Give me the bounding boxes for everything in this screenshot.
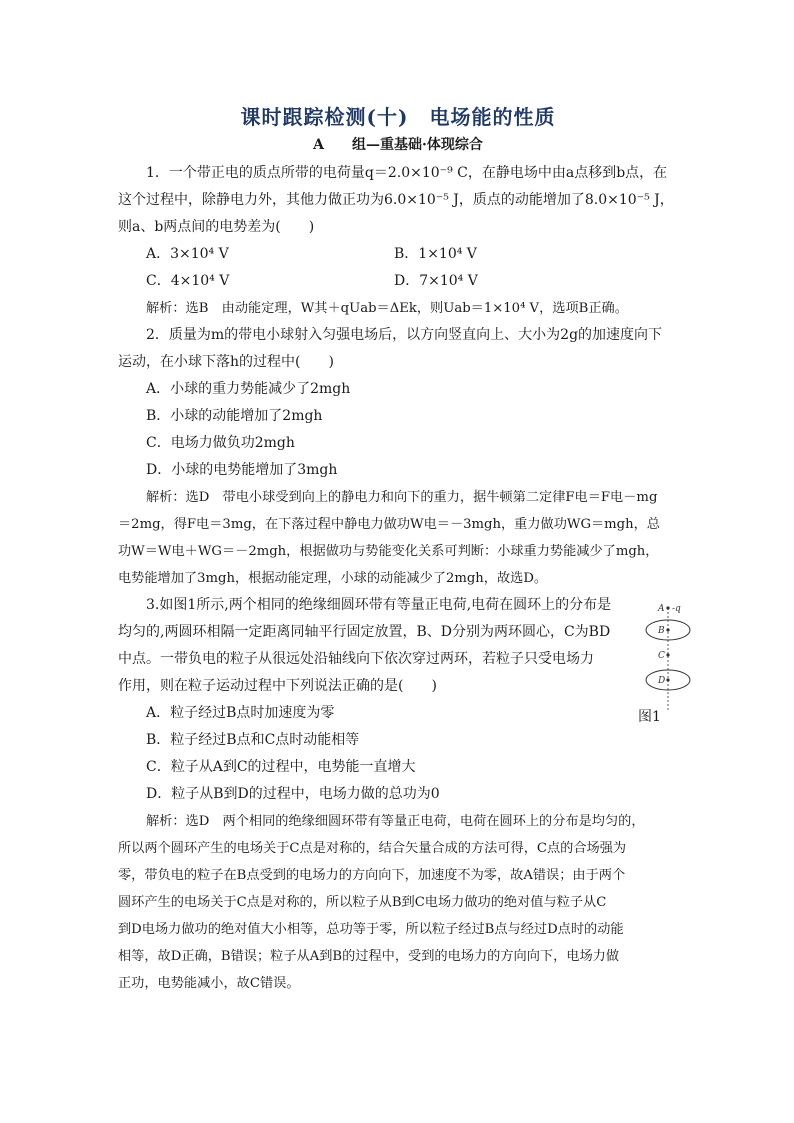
point-b-label: B bbox=[658, 626, 665, 636]
question-text-line: 运动，在小球下落h的过程中( ) bbox=[118, 354, 334, 370]
figure-label: 图1 bbox=[638, 709, 661, 725]
question-2 bbox=[118, 322, 678, 592]
charge-label: -q bbox=[672, 604, 681, 614]
document-page bbox=[118, 100, 681, 997]
question-text-line: 均匀的,两圆环相隔一定距离同轴平行固定放置，B、D分别为两环圆心，C为BD bbox=[118, 624, 611, 640]
question-3 bbox=[118, 592, 678, 997]
page-title: 课时跟踪检测(十) 电场能的性质 bbox=[240, 105, 556, 129]
section-name: 组—重基础·体现综合 bbox=[352, 137, 483, 153]
solution-text: 解析：选B 由动能定理，W其＋qUab＝ΔEk，则Uab＝1×10⁴ V，选项B正确。 bbox=[146, 301, 628, 316]
solution-text-line: 零，带负电的粒子在B点受到的电场力的方向向下，加速度不为零，故A错误；由于两个 bbox=[118, 868, 626, 883]
option-d: D．7×10⁴ V bbox=[394, 273, 478, 289]
point-c-label: C bbox=[658, 651, 665, 661]
question-text-line: 2．质量为m的带电小球射入匀强电场后，以方向竖直向上、大小为2g的加速度向下 bbox=[146, 327, 663, 343]
question-text-line: 中点。一带负电的粒子从很远处沿轴线向下依次穿过两环，若粒子只受电场力 bbox=[118, 651, 594, 667]
solution-text-line: 正功，电势能减小，故C错误。 bbox=[118, 976, 300, 991]
solution-text-line: ＝2mg，得F电＝3mg，在下落过程中静电力做功W电＝－3mgh，重力做功WG＝mgh，总 bbox=[118, 517, 660, 532]
solution-text-line: 功W＝W电＋WG＝－2mgh，根据做功与势能变化关系可判断：小球重力势能减少了mgh， bbox=[118, 544, 659, 559]
section-heading bbox=[118, 134, 678, 156]
point-d-label: D bbox=[658, 676, 666, 686]
question-text-line: 1．一个带正电的质点所带的电荷量q＝2.0×10⁻⁹ C，在静电场中由a点移到b点，在 bbox=[146, 165, 668, 181]
point-c-dot bbox=[666, 653, 669, 656]
solution-text-line: 所以两个圆环产生的电场关于C点是对称的，结合矢量合成的方法可得，C点的合场强为 bbox=[118, 841, 627, 856]
solution-text-line: 到D电场力做功的绝对值大小相等，总功等于零，所以粒子经过B点与经过D点时的动能 bbox=[118, 922, 624, 937]
point-a-label: A bbox=[658, 604, 665, 614]
option-a: A．小球的重力势能减少了2mgh bbox=[146, 381, 351, 397]
option-row bbox=[118, 268, 678, 295]
option-b: B．小球的动能增加了2mgh bbox=[146, 408, 323, 424]
point-d-dot bbox=[666, 678, 669, 681]
option-a: A．3×10⁴ V bbox=[146, 246, 229, 262]
question-1 bbox=[118, 160, 678, 322]
question-text-line: 作用，则在粒子运动过程中下列说法正确的是( ) bbox=[118, 678, 437, 694]
option-c: C．4×10⁴ V bbox=[146, 273, 230, 289]
solution-text-line: 电势能增加了3mgh，根据动能定理，小球的动能减少了2mgh，故选D。 bbox=[118, 571, 548, 586]
option-c: C．电场力做负功2mgh bbox=[146, 435, 295, 451]
solution-text-line: 圆环产生的电场关于C点是对称的，所以粒子从B到C电场力做功的绝对值与粒子从C bbox=[118, 895, 607, 910]
option-d: D．粒子从B到D的过程中，电场力做的总功为0 bbox=[146, 786, 440, 802]
section-letter: A bbox=[313, 137, 324, 153]
question-text-line: 3.如图1所示,两个相同的绝缘细圆环带有等量正电荷,电荷在圆环上的分布是 bbox=[146, 597, 612, 613]
option-d: D．小球的电势能增加了3mgh bbox=[146, 462, 338, 478]
question-text-line: 这个过程中，除静电力外，其他力做正功为6.0×10⁻⁵ J，质点的动能增加了8.0×10⁻⁵ J， bbox=[118, 192, 674, 208]
solution-text-line: 解析：选D 两个相同的绝缘细圆环带有等量正电荷，电荷在圆环上的分布是均匀的， bbox=[146, 814, 645, 829]
option-b: B．1×10⁴ V bbox=[394, 246, 477, 262]
question-text-line: 则a、b两点间的电势差为( ) bbox=[118, 219, 315, 235]
option-row bbox=[118, 241, 678, 268]
solution-text-line: 相等，故D正确，B错误；粒子从A到B的过程中，受到的电场力的方向向下，电场力做 bbox=[118, 949, 620, 964]
point-a-dot bbox=[666, 606, 669, 609]
solution-text-line: 解析：选D 带电小球受到向上的静电力和向下的重力，据牛顿第二定律F电＝F电－mg bbox=[146, 490, 658, 505]
point-b-dot bbox=[666, 628, 669, 631]
option-a: A．粒子经过B点时加速度为零 bbox=[146, 705, 335, 721]
option-b: B．粒子经过B点和C点时动能相等 bbox=[146, 732, 360, 748]
option-c: C．粒子从A到C的过程中，电势能一直增大 bbox=[146, 759, 416, 775]
